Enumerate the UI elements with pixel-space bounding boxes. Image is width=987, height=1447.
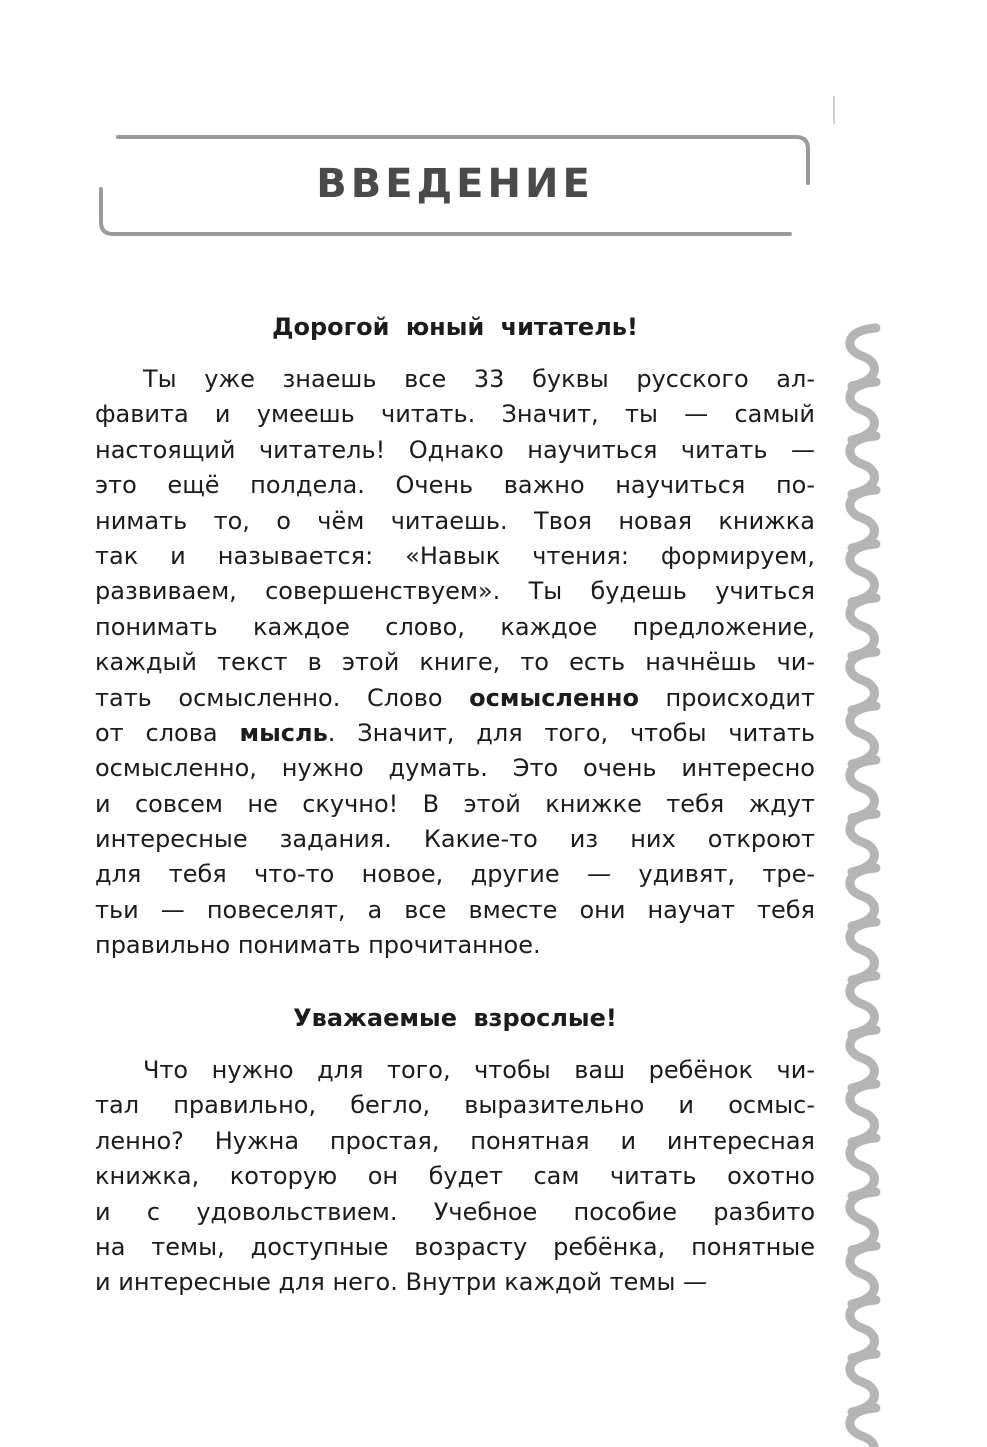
text-line bbox=[95, 751, 815, 786]
text-run: тьи — повеселят, а все вместе они научат тебя bbox=[95, 895, 815, 924]
text-run: интересные задания. Какие-то из них откроют bbox=[95, 825, 815, 854]
text-run: фавита и умеешь читать. Значит, ты — самый bbox=[95, 400, 815, 429]
text-run: происходит bbox=[638, 683, 815, 712]
text-run: правильно понимать прочитанное. bbox=[95, 931, 541, 960]
text-line bbox=[95, 468, 815, 503]
text-line bbox=[95, 787, 815, 822]
text-line bbox=[95, 716, 815, 751]
text-line bbox=[95, 1053, 815, 1088]
text-run: на темы, доступные возрасту ребёнка, понятные bbox=[95, 1232, 815, 1261]
section-heading-reader: Дорогой юный читатель! bbox=[272, 313, 638, 341]
text-line bbox=[95, 504, 815, 539]
text-line bbox=[95, 1159, 815, 1194]
text-run: Ты уже знаешь все 33 буквы русского ал- bbox=[143, 365, 815, 393]
text-run: каждый текст в этой книге, то есть начнёшь чи- bbox=[95, 648, 815, 677]
text-line bbox=[95, 574, 815, 609]
page-title: ВВЕДЕНИЕ bbox=[316, 161, 594, 207]
text-run: развиваем, совершенствуем». Ты будешь учиться bbox=[95, 577, 815, 606]
wavy-border-icon bbox=[836, 318, 896, 1447]
text-line bbox=[95, 539, 815, 574]
text-line bbox=[95, 928, 815, 963]
bold-term: осмысленно bbox=[469, 683, 639, 712]
text-line bbox=[95, 433, 815, 468]
text-run: тать осмысленно. Слово bbox=[95, 683, 470, 712]
text-run: и совсем не скучно! В этой книжке тебя ждут bbox=[95, 789, 815, 818]
text-run: для тебя что-то новое, другие — удивят, тре- bbox=[95, 860, 815, 889]
text-line bbox=[95, 1088, 815, 1123]
text-run: . Значит, для того, чтобы читать bbox=[327, 718, 815, 747]
text-run: тал правильно, бегло, выразительно и осмыс- bbox=[95, 1091, 815, 1120]
text-line bbox=[95, 681, 815, 716]
bold-term: мысль bbox=[239, 718, 328, 747]
text-run: это ещё полдела. Очень важно научиться по- bbox=[95, 471, 815, 500]
text-line bbox=[95, 1195, 815, 1230]
text-line bbox=[95, 1230, 815, 1265]
text-run: и интересные для него. Внутри каждой темы — bbox=[95, 1268, 708, 1297]
text-run: осмысленно, нужно думать. Это очень интересно bbox=[95, 754, 815, 783]
text-line bbox=[95, 397, 815, 432]
text-line bbox=[95, 893, 815, 928]
text-line bbox=[95, 645, 815, 680]
section-heading-adults: Уважаемые взрослые! bbox=[293, 1004, 617, 1032]
text-run: настоящий читатель! Однако научиться читать — bbox=[95, 435, 815, 464]
text-run: Что нужно для того, чтобы ваш ребёнок чи- bbox=[143, 1056, 815, 1084]
text-run: так и называется: «Навык чтения: формируем, bbox=[95, 541, 815, 570]
text-run: и с удовольствием. Учебное пособие разбито bbox=[95, 1197, 815, 1226]
text-line bbox=[95, 1265, 815, 1300]
margin-tick bbox=[833, 96, 835, 124]
text-run: понимать каждое слово, каждое предложение, bbox=[95, 612, 815, 641]
adults-paragraph bbox=[95, 1053, 815, 1301]
text-run: от слова bbox=[95, 718, 240, 747]
wave-path bbox=[850, 328, 876, 1447]
text-line bbox=[95, 362, 815, 397]
reader-paragraph bbox=[95, 362, 815, 964]
text-line bbox=[95, 822, 815, 857]
text-run: книжка, которую он будет сам читать охотно bbox=[95, 1162, 815, 1191]
text-line bbox=[95, 1124, 815, 1159]
text-line bbox=[95, 857, 815, 892]
text-line bbox=[95, 610, 815, 645]
text-run: нимать то, о чём читаешь. Твоя новая книжка bbox=[95, 506, 815, 535]
text-run: ленно? Нужна простая, понятная и интересная bbox=[95, 1126, 815, 1155]
